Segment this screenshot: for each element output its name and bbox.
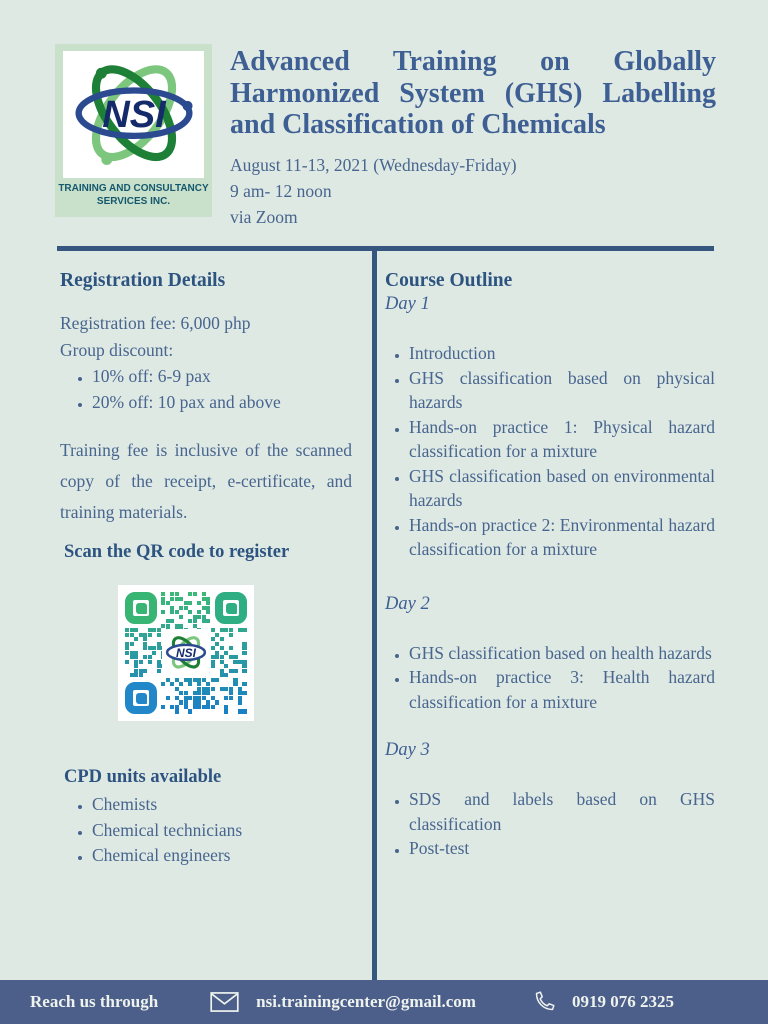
page-title-line3: and Classification of Chemicals: [230, 109, 606, 140]
nsi-logo-mark: [63, 51, 204, 178]
footer-email: nsi.trainingcenter@gmail.com: [256, 992, 476, 1011]
registration-heading: Registration Details: [60, 270, 226, 291]
course-outline-column: [385, 262, 715, 861]
inclusion-note: Training fee is inclusive of the scanned copy of the receipt, e-certificate, and training materials.: [60, 440, 352, 522]
day3-label: Day 3: [385, 740, 430, 760]
phone-icon: [532, 990, 556, 1014]
bullet-item: • Chemical technicians: [92, 818, 352, 844]
bullet-item: • GHS classification based on environmental hazards: [409, 464, 715, 513]
qr-code: [118, 585, 254, 721]
bullet-item: • 10% off: 6-9 pax: [92, 364, 352, 390]
bullet-item: • 20% off: 10 pax and above: [92, 390, 352, 416]
footer-bar: [0, 980, 768, 1024]
registration-column: [60, 262, 352, 869]
group-discount-label: Group discount:: [60, 340, 174, 360]
event-date: August 11-13, 2021 (Wednesday-Friday): [230, 154, 517, 175]
page-title-line2: Harmonized System (GHS) Labelling: [230, 77, 716, 109]
cpd-list: [74, 792, 352, 869]
bullet-item: • Chemical engineers: [92, 843, 352, 869]
qr-logo-initials: NSI: [176, 645, 196, 660]
bullet-item: • Chemists: [92, 792, 352, 818]
day3-list: [391, 787, 715, 861]
qr-finder-top-right: [215, 592, 247, 624]
registration-fee: Registration fee: 6,000 php: [60, 313, 251, 333]
day2-label: Day 2: [385, 593, 430, 614]
bullet-item: • Post-test: [409, 836, 715, 861]
bullet-item: • Introduction: [409, 341, 715, 366]
atom-icon: [164, 632, 208, 674]
atom-icon: [70, 56, 198, 174]
day1-label: Day 1: [385, 294, 430, 314]
qr-finder-top-left: [125, 592, 157, 624]
page-title-line1: Advanced Training on Globally: [230, 46, 716, 77]
horizontal-divider: [57, 246, 714, 251]
qr-finder-bottom-left: [125, 682, 157, 714]
day2-list: [391, 641, 715, 715]
bullet-item: • Hands-on practice 1: Physical hazard classification for a mixture: [409, 415, 715, 464]
logo-initials: NSI: [101, 92, 166, 136]
bullet-item: • Hands-on practice 2: Environmental hazard classification for a mixture: [409, 513, 715, 562]
bullet-item: • GHS classification based on health hazards: [409, 641, 715, 666]
logo-caption-line1: TRAINING AND CONSULTANCY: [58, 183, 209, 194]
footer-label: Reach us through: [30, 992, 159, 1011]
day1-list: [391, 341, 715, 562]
footer-phone: 0919 076 2325: [571, 992, 674, 1011]
event-mode: via Zoom: [230, 206, 298, 227]
discount-list: [74, 364, 352, 415]
course-outline-heading: Course Outline: [385, 270, 513, 291]
vertical-divider: [372, 250, 377, 980]
envelope-icon: [210, 991, 239, 1013]
event-time: 9 am- 12 noon: [230, 180, 332, 201]
bullet-item: • SDS and labels based on GHS classification: [409, 787, 715, 836]
logo-caption-line2: SERVICES INC.: [96, 196, 171, 207]
qr-heading: Scan the QR code to register: [64, 542, 290, 562]
bullet-item: • GHS classification based on physical hazards: [409, 366, 715, 415]
bullet-item: • Hands-on practice 3: Health hazard classification for a mixture: [409, 665, 715, 714]
cpd-heading: CPD units available: [64, 767, 222, 787]
header: [230, 46, 716, 230]
logo-caption: [55, 182, 212, 208]
nsi-logo: [55, 44, 212, 217]
qr-center-logo: [162, 629, 210, 677]
